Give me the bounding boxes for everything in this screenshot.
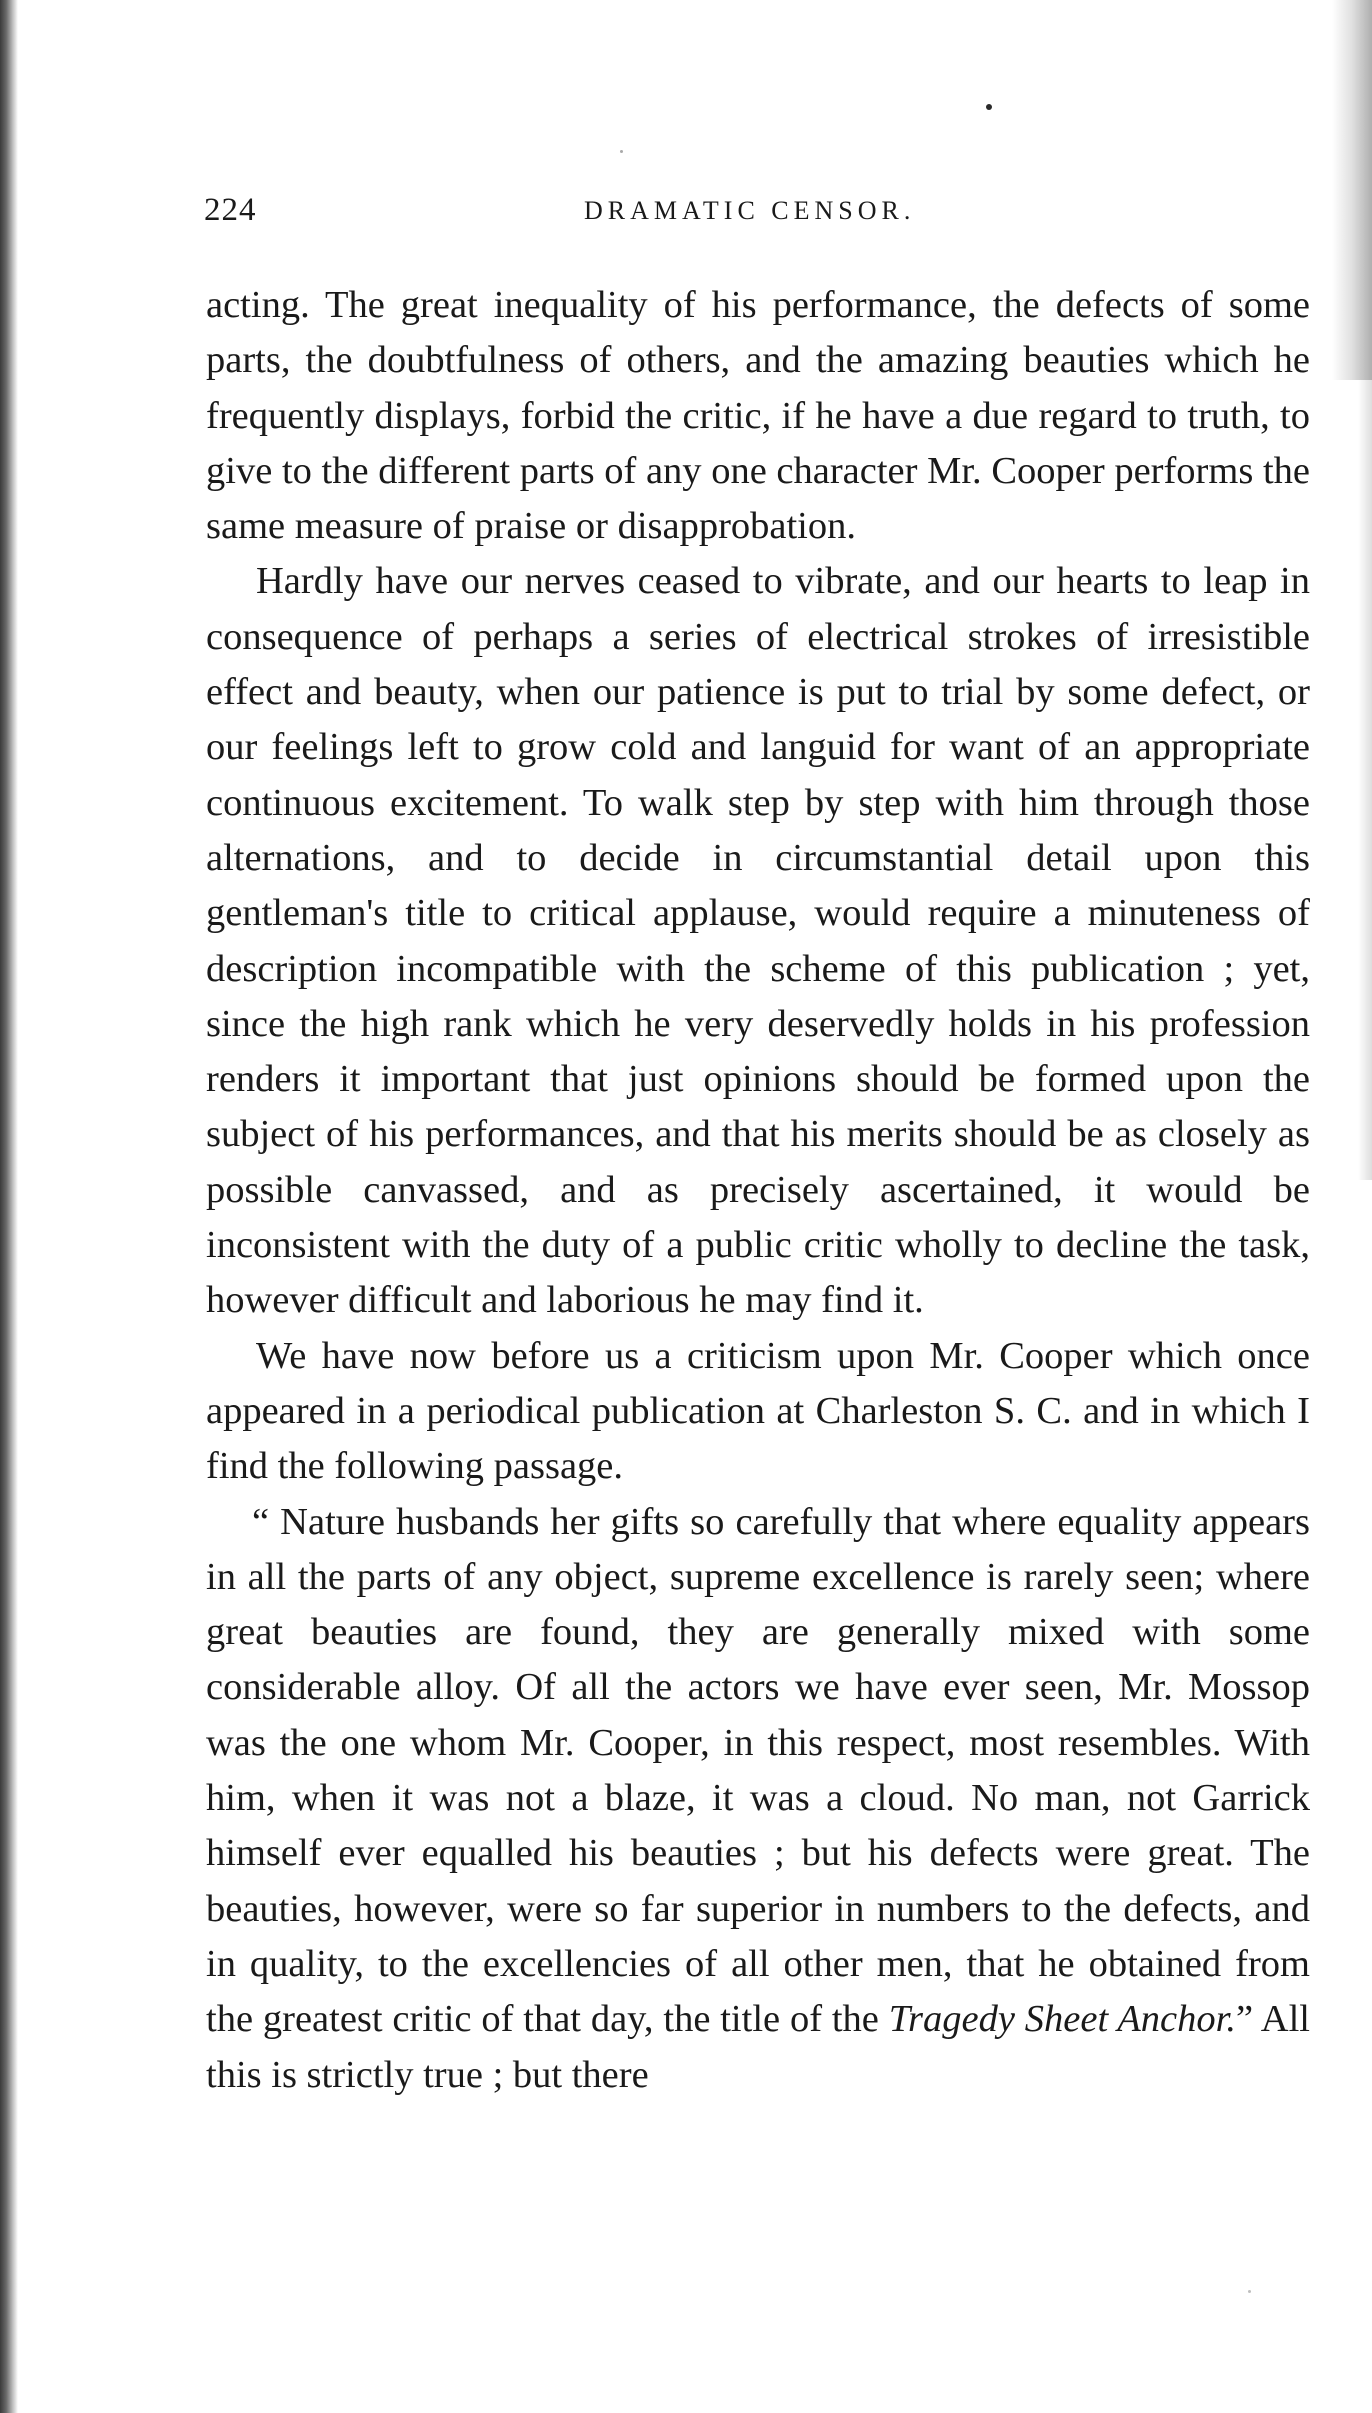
quoted-paragraph [206,1495,1310,2103]
book-spine-shadow [0,0,18,2413]
ink-speck [1248,2290,1251,2293]
quote-text: “ Nature husbands her gifts so carefully that where equality appears in all the parts of any object, supreme excellence is rarely seen; where great beauties are found, they are generally mixed with some considerable alloy. Of all the actors we have ever seen, Mr. Mossop was the one whom Mr. Cooper, in this respect, most resembles. With him, when it was not a blaze, it was a cloud. No man, not Garrick himself ever equalled his beauties ; but his defects were great. The beauties, however, were so far superior in numbers to the defects, and in quality, to the excellencies of all other men, that he obtained from the greatest critic of that day, the title of the [206,1500,1310,2041]
page-number: 224 [204,192,257,228]
paragraph: acting. The great inequality of his performance, the defects of some parts, the doubtfulness of others, and the amazing beauties which he frequently displays, forbid the critic, if he have a due regard to truth, to give to the different parts of any one character Mr. Cooper performs the same measure of praise or disapprobation. [206,284,1310,548]
body-text [206,278,1310,2103]
paragraph: We have now before us a criticism upon Mr. Cooper which once appeared in a periodical publication at Charleston S. C. and in which I find the following passage. [206,1334,1310,1488]
quote-text-end: ” All this is strictly true ; but there [206,1998,1310,2096]
running-head: DRAMATIC CENSOR. [584,196,916,225]
page-header [204,192,1314,242]
ink-speck [986,104,992,110]
paragraph: Hardly have our nerves ceased to vibrate, and our hearts to leap in consequence of perhaps a series of electrical strokes of irresistible effect and beauty, when our patience is put to trial by some defect, or our feelings left to grow cold and languid for want of an appropriate continuous excitement. To walk step by step with him through those alternations, and to decide in circumstantial detail upon this gentleman's title to critical applause, would require a minuteness of description incompatible with the scheme of this publication ; yet, since the high rank which he very deservedly holds in his profession renders it important that just opinions should be formed upon the subject of his performances, and that his merits should be as closely as possible canvassed, and as precisely ascertained, it would be inconsistent with the duty of a public critic wholly to decline the task, however difficult and laborious he may find it. [206,560,1310,1322]
italic-title: Tragedy Sheet Anchor. [888,1998,1236,2041]
page-edge-shadow [1332,0,1372,380]
ink-speck [620,150,623,153]
page-edge-shadow-lower [1358,380,1372,1180]
